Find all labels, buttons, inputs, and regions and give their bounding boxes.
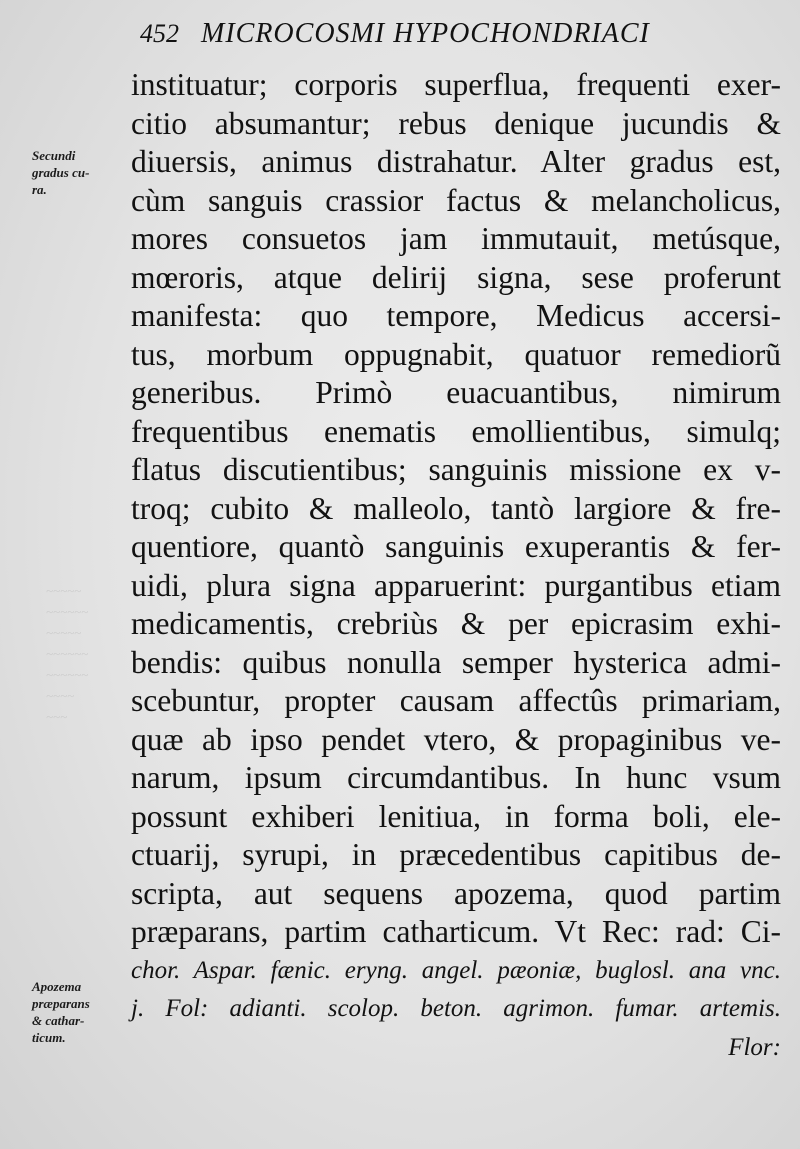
text-line: troq; cubito & malleolo, tantò largiore & fre- [131,490,781,526]
bleed-through-mark: ~~~ [46,709,68,724]
margin-note-line: ticum. [32,1030,66,1045]
bleed-through-mark: ~~~~~~ [46,667,89,682]
margin-note-line: ra. [32,182,47,197]
margin-note-line: præparans [32,996,90,1011]
margin-note-line: gradus cu- [32,165,90,180]
text-line: tus, morbum oppugnabit, quatuor remediorũ [131,336,781,372]
running-head [140,18,720,58]
text-line: cùm sanguis crassior factus & melancholicus, [131,182,781,218]
catchword: Flor: [728,1033,781,1061]
text-line: quentiore, quantò sanguinis exuperantis & fer- [131,529,781,564]
italic-recipe-line: chor. Aspar. fænic. eryng. angel. pæoniæ, buglosl. ana vnc. [131,956,781,984]
text-line: scripta, aut sequens apozema, quod partim [131,875,781,911]
margin-note-line: Apozema [32,979,82,994]
page-number: 452 [140,19,179,48]
text-line: bendis: quibus nonulla semper hysterica admi- [131,644,781,680]
margin-note-line: & cathar- [32,1013,85,1028]
text-line: citio absumantur; rebus denique jucundis & [131,105,781,141]
text-line: medicamentis, crebriùs & per epicrasim exhi- [131,606,781,641]
margin-note-line: Secundi [32,148,76,163]
text-line: manifesta: quo tempore, Medicus accersi- [131,298,781,333]
text-line: quæ ab ipso pendet vtero, & propaginibus ve- [131,721,781,757]
running-head-title: MICROCOSMI HYPOCHONDRIACI [201,18,650,49]
text-line: mœroris, atque delirij signa, sese proferunt [131,259,781,295]
margin-note-secundi-gradus [32,147,89,198]
bleed-through-mark: ~~~~~~ [46,646,89,661]
text-line: narum, ipsum circumdantibus. In hunc vsum [131,760,781,795]
body-text [131,66,781,1067]
text-line: diuersis, animus distrahatur. Alter gradus est, [131,144,781,179]
bleed-through [46,580,88,727]
text-line: frequentibus enematis emollientibus, simulq; [131,413,781,449]
bleed-through-mark: ~~~~~ [46,583,82,598]
bleed-through-mark: ~~~~ [46,688,75,703]
text-line: flatus discutientibus; sanguinis missione ex v- [131,452,781,487]
text-line: generibus. Primò euacuantibus, nimirum [131,375,781,410]
text-line: instituatur; corporis superflua, frequenti exer- [131,67,781,102]
text-line: mores consuetos jam immutauit, metúsque, [131,221,781,256]
text-line: uidi, plura signa apparuerint: purgantibus etiam [131,567,781,603]
bleed-through-mark: ~~~~~~ [46,604,89,619]
text-line: possunt exhiberi lenitiua, in forma boli, ele- [131,798,781,834]
italic-recipe-line: j. Fol: adianti. scolop. beton. agrimon. fumar. artemis. [131,995,781,1022]
text-line: præparans, partim catharticum. Vt Rec: rad: Ci- [131,914,781,949]
text-line: scebuntur, propter causam affectûs primariam, [131,683,781,718]
margin-note-apozema [32,978,90,1046]
text-line: ctuarij, syrupi, in præcedentibus capitibus de- [131,837,781,872]
bleed-through-mark: ~~~~~ [46,625,82,640]
